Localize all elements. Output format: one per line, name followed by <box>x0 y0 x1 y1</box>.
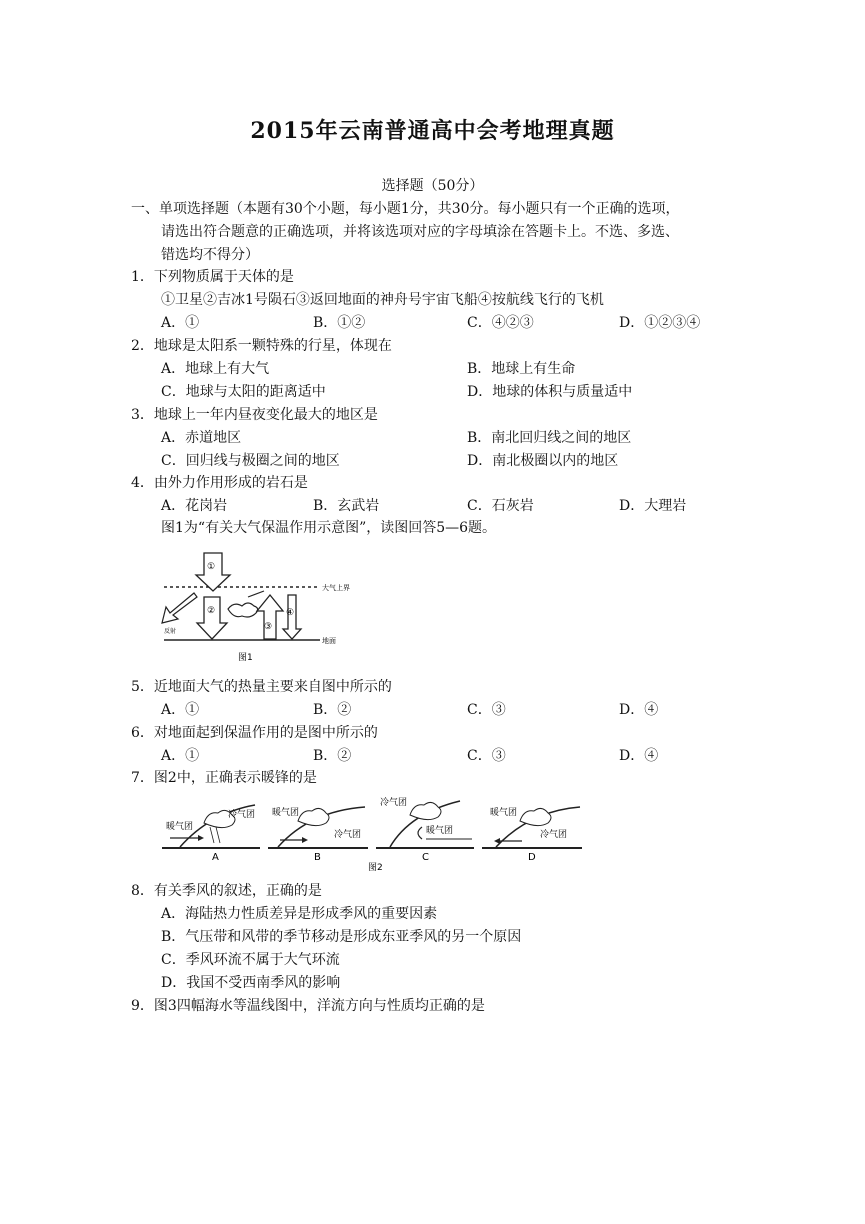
question-5-stem: 5．近地面大气的热量主要来自图中所示的 <box>131 679 392 695</box>
section-header: 选择题（50分） <box>381 178 484 194</box>
question-3-option-a: A．赤道地区 <box>161 430 242 446</box>
figure-1-intro: 图1为“有关大气保温作用示意图”，读图回答5—6题。 <box>161 520 497 536</box>
question-6-option-d: D．④ <box>619 748 659 764</box>
question-4-stem: 4．由外力作用形成的岩石是 <box>131 475 308 491</box>
panel-c-cold-label: 冷气团 <box>380 798 408 808</box>
front-panel-b <box>268 806 368 863</box>
cloud-icon <box>228 603 258 617</box>
question-1-stem: 1．下列物质属于天体的是 <box>131 269 294 285</box>
question-2-stem: 2．地球是太阳系一颗特殊的行星，体现在 <box>131 338 392 354</box>
question-3-option-c: C．回归线与极圈之间的地区 <box>161 453 340 469</box>
panel-d-letter: D <box>528 852 536 863</box>
arrow-2-surface-radiation-in <box>197 597 227 639</box>
marker-1: ① <box>207 562 216 572</box>
question-5-option-a: A．① <box>161 702 200 718</box>
question-3-stem: 3．地球上一年内昼夜变化最大的地区是 <box>131 407 378 423</box>
front-panel-a <box>162 805 260 863</box>
figure-2-fronts <box>160 793 585 871</box>
marker-2: ② <box>207 606 216 616</box>
question-4-option-c: C．石灰岩 <box>467 498 534 514</box>
page-title: 2015年云南普通高中会考地理真题 <box>250 118 615 144</box>
question-7-stem: 7．图2中，正确表示暖锋的是 <box>131 770 317 786</box>
question-1-option-d: D．①②③④ <box>619 315 701 331</box>
figure-2-caption: 图2 <box>368 863 383 871</box>
figure-1-atmosphere-insulation <box>160 547 370 667</box>
question-6-option-c: C．③ <box>467 748 506 764</box>
question-8-option-d: D．我国不受西南季风的影响 <box>161 975 341 991</box>
part1-instructions-line3: 错选均不得分） <box>161 247 259 263</box>
question-4-option-d: D．大理岩 <box>619 498 687 514</box>
question-6-option-b: B．② <box>313 748 352 764</box>
question-2-option-a: A．地球上有大气 <box>161 361 270 377</box>
panel-b-letter: B <box>314 852 321 863</box>
panel-b-cold-label: 冷气团 <box>334 830 362 840</box>
arrow-3-ground-radiation <box>257 595 283 639</box>
question-1-items: ①卫星②吉冰1号陨石③返回地面的神舟号宇宙飞船④按航线飞行的飞机 <box>161 292 604 308</box>
question-3-option-b: B．南北回归线之间的地区 <box>467 430 632 446</box>
question-8-option-a: A．海陆热力性质差异是形成季风的重要因素 <box>161 906 438 922</box>
question-5-option-c: C．③ <box>467 702 506 718</box>
question-6-option-a: A．① <box>161 748 200 764</box>
arrow-1-solar-radiation <box>196 553 230 591</box>
panel-c-letter: C <box>422 852 429 863</box>
reflection-arrow <box>162 593 197 623</box>
front-panel-d <box>482 806 582 863</box>
panel-d-warm-label: 暖气团 <box>490 808 518 818</box>
panel-c-warm-label: 暖气团 <box>426 826 454 836</box>
question-2-option-b: B．地球上有生命 <box>467 361 576 377</box>
question-2-option-d: D．地球的体积与质量适中 <box>467 384 633 400</box>
question-1-option-b: B．①② <box>313 315 366 331</box>
question-8-stem: 8．有关季风的叙述，正确的是 <box>131 883 322 899</box>
question-3-option-d: D．南北极圈以内的地区 <box>467 453 619 469</box>
question-8-option-c: C．季风环流不属于大气环流 <box>161 952 340 968</box>
question-1-option-a: A．① <box>161 315 200 331</box>
question-6-stem: 6．对地面起到保温作用的是图中所示的 <box>131 725 378 741</box>
part1-instructions-line1: 一、单项选择题（本题有30个小题，每小题1分，共30分。每小题只有一个正确的选项， <box>131 201 680 217</box>
front-panel-c <box>376 796 474 863</box>
figure-1-caption: 图1 <box>238 653 253 663</box>
part1-instructions-line2: 请选出符合题意的正确选项，并将该选项对应的字母填涂在答题卡上。不选、多选、 <box>161 224 679 240</box>
panel-b-warm-label: 暖气团 <box>272 808 300 818</box>
atmosphere-top-label: 大气上界 <box>322 584 350 592</box>
panel-a-warm-label: 暖气团 <box>166 822 194 832</box>
ground-label: 地面 <box>322 637 336 645</box>
panel-a-cold-label: 冷气团 <box>228 810 256 820</box>
question-4-option-a: A．花岗岩 <box>161 498 228 514</box>
panel-d-cold-label: 冷气团 <box>540 830 568 840</box>
scatter-arrow <box>248 591 264 597</box>
question-4-option-b: B．玄武岩 <box>313 498 380 514</box>
marker-4: ④ <box>286 608 295 618</box>
question-5-option-b: B．② <box>313 702 352 718</box>
question-2-option-c: C．地球与太阳的距离适中 <box>161 384 326 400</box>
question-1-option-c: C．④②③ <box>467 315 534 331</box>
question-5-option-d: D．④ <box>619 702 659 718</box>
question-9-stem: 9．图3四幅海水等温线图中，洋流方向与性质均正确的是 <box>131 998 485 1014</box>
marker-3: ③ <box>264 622 273 632</box>
reflection-label: 反射 <box>164 628 177 635</box>
panel-a-letter: A <box>212 852 219 863</box>
question-8-option-b: B．气压带和风带的季节移动是形成东亚季风的另一个原因 <box>161 929 522 945</box>
